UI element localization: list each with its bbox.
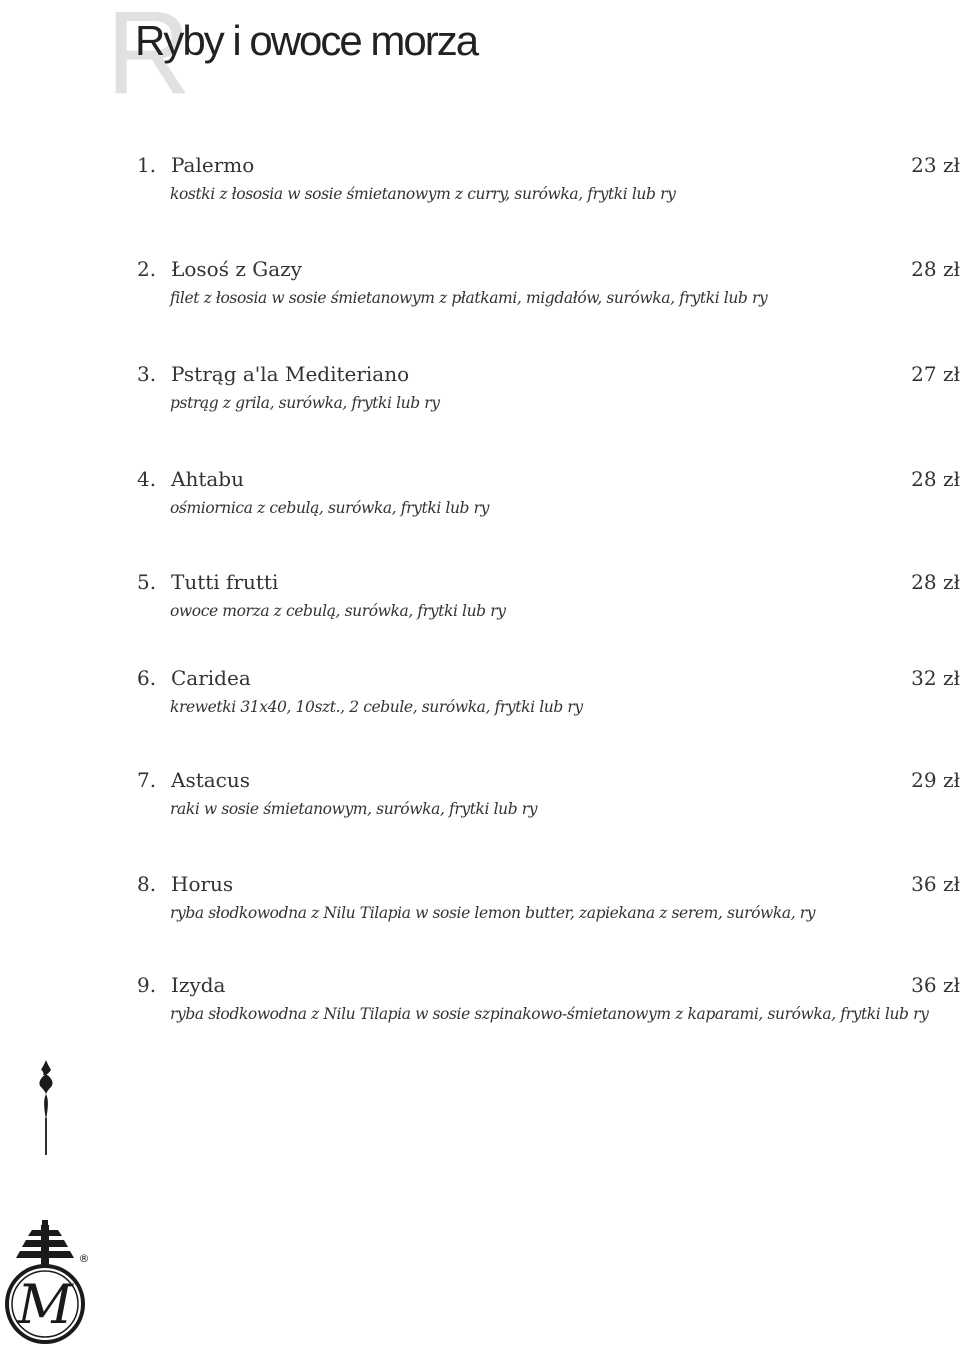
- item-description: ryba słodkowodna z Nilu Tilapia w sosie lemon butter, zapiekana z serem, surówka, ry: [170, 904, 816, 922]
- item-price: 36 zł: [911, 872, 960, 896]
- item-name: Tutti frutti: [171, 570, 279, 594]
- item-price: 27 zł: [911, 362, 960, 386]
- item-number: 4.: [137, 467, 157, 491]
- item-price: 28 zł: [911, 570, 960, 594]
- item-price: 23 zł: [911, 153, 960, 177]
- item-description: ośmiornica z cebulą, surówka, frytki lub ry: [170, 499, 489, 517]
- item-number: 8.: [137, 872, 157, 896]
- item-number: 2.: [137, 257, 157, 281]
- item-name: Astacus: [171, 768, 251, 792]
- item-price: 28 zł: [911, 467, 960, 491]
- item-price: 36 zł: [911, 973, 960, 997]
- item-description: krewetki 31x40, 10szt., 2 cebule, surówka, frytki lub ry: [170, 698, 583, 716]
- item-name: Ahtabu: [171, 467, 244, 491]
- menu-item: [0, 768, 960, 848]
- item-number: 1.: [137, 153, 157, 177]
- item-price: 29 zł: [911, 768, 960, 792]
- item-name: Horus: [171, 872, 234, 896]
- item-number: 6.: [137, 666, 157, 690]
- item-name: Palermo: [171, 153, 255, 177]
- item-number: 3.: [137, 362, 157, 386]
- item-description: raki w sosie śmietanowym, surówka, frytki lub ry: [170, 800, 538, 818]
- page-header: [0, 0, 960, 120]
- menu-item: [0, 973, 960, 1053]
- item-number: 9.: [137, 973, 157, 997]
- item-name: Pstrąg a'la Mediteriano: [171, 362, 410, 386]
- item-description: pstrąg z grila, surówka, frytki lub ry: [170, 394, 440, 412]
- item-number: 5.: [137, 570, 157, 594]
- menu-item: [0, 467, 960, 547]
- registered-mark: ®: [78, 1252, 90, 1265]
- menu-item: [0, 153, 960, 233]
- item-name: Caridea: [171, 666, 251, 690]
- item-description: filet z łososia w sosie śmietanowym z płatkami, migdałów, surówka, frytki lub ry: [170, 289, 768, 307]
- item-description: ryba słodkowodna z Nilu Tilapia w sosie szpinakowo-śmietanowym z kaparami, surówka, frytki lub ry: [170, 1005, 929, 1023]
- menu-item: [0, 872, 960, 952]
- menu-item: [0, 666, 960, 746]
- menu-item: [0, 257, 960, 337]
- logo-monogram: M: [17, 1273, 73, 1336]
- decorative-ornament: [30, 1060, 62, 1155]
- decorative-initial: R: [106, 0, 190, 119]
- item-name: Łosoś z Gazy: [171, 257, 302, 281]
- item-description: kostki z łososia w sosie śmietanowym z curry, surówka, frytki lub ry: [170, 185, 676, 203]
- item-number: 7.: [137, 768, 157, 792]
- item-price: 32 zł: [911, 666, 960, 690]
- menu-item: [0, 362, 960, 442]
- item-description: owoce morza z cebulą, surówka, frytki lub ry: [170, 602, 506, 620]
- menu-item: [0, 570, 960, 650]
- page-title: Ryby i owoce morza: [135, 17, 478, 64]
- item-price: 28 zł: [911, 257, 960, 281]
- restaurant-logo: [0, 1220, 95, 1350]
- item-name: Izyda: [171, 973, 226, 997]
